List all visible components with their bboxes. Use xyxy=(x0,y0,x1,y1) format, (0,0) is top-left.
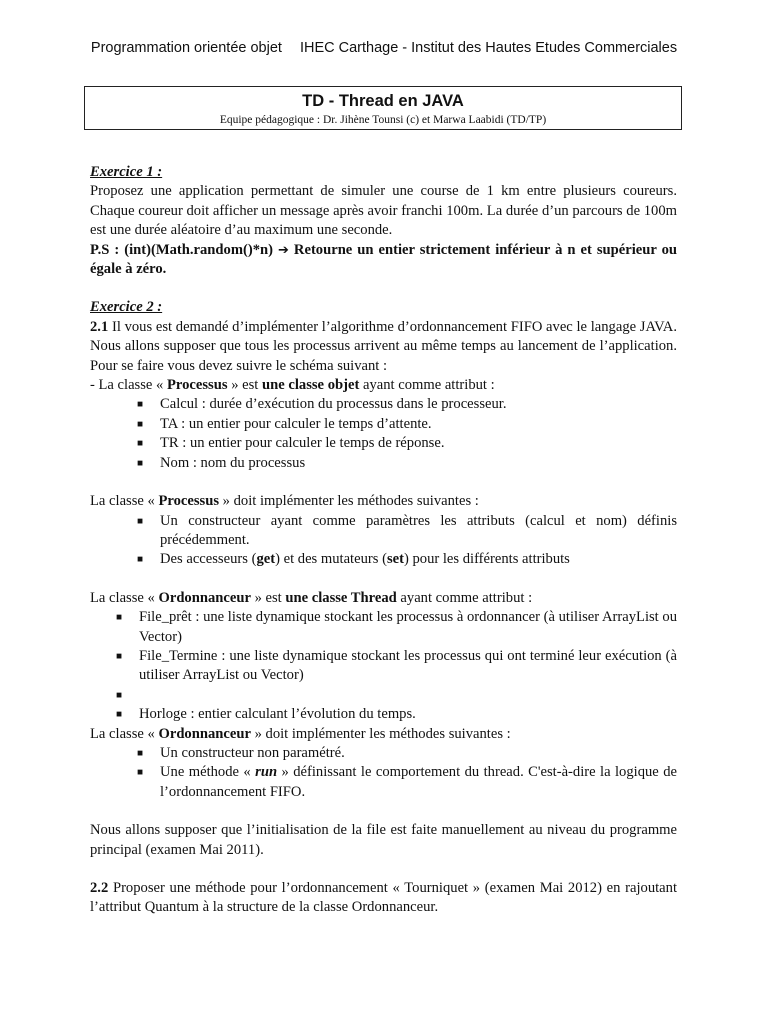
bullet-icon: ■ xyxy=(137,399,144,411)
run-method-name: run xyxy=(255,764,278,781)
page-header xyxy=(0,40,768,56)
list-item: ■ Calcul : durée d’exécution du processus dans le processeur. xyxy=(90,395,677,414)
arrow-right-icon: ➔ xyxy=(278,242,289,258)
bullet-icon: ■ xyxy=(137,438,144,450)
bullet-icon: ■ xyxy=(116,612,123,624)
list-item: ■ Horloge : entier calculant l’évolution du temps. xyxy=(90,705,677,724)
bullet-icon: ■ xyxy=(137,515,144,527)
bullet-icon: ■ xyxy=(137,767,144,779)
exercise-2-heading: Exercice 2 : xyxy=(90,299,163,316)
exercise-1-ps xyxy=(90,241,677,280)
document-subtitle: Equipe pédagogique : Dr. Jihène Tounsi (c) et Marwa Laabidi (TD/TP) xyxy=(219,114,547,126)
question-2-2 xyxy=(90,879,677,918)
list-item: ■ TR : un entier pour calculer le temps de réponse. xyxy=(90,434,677,453)
ps-code: (int)(Math.random()*n) xyxy=(124,241,273,258)
header-institution: IHEC Carthage - Institut des Hautes Etudes Commerciales xyxy=(299,40,678,56)
ordonnanceur-class-name: Ordonnanceur xyxy=(158,589,251,606)
bullet-icon: ■ xyxy=(137,747,144,759)
ps-label: P.S : xyxy=(90,241,120,258)
processus-methods-intro: La classe « Processus » doit implémenter les méthodes suivantes : xyxy=(90,493,479,510)
ordonnanceur-methods-intro: La classe « Ordonnanceur » doit implémenter les méthodes suivantes : xyxy=(90,725,511,742)
list-item: ■ TA : un entier pour calculer le temps d’attente. xyxy=(90,415,677,434)
title-box xyxy=(84,86,682,130)
exercise-1-text: Proposez une application permettant de simuler une course de 1 km entre plusieurs coureurs. Chaque coureur doit afficher un message après avoir franchi 100m. La durée d’un parcours de 100m est une durée aléatoire d’au maximum une seconde. xyxy=(90,183,677,239)
bullet-icon: ■ xyxy=(116,650,123,662)
question-2-1-text: Il vous est demandé d’implémenter l’algorithme d’ordonnancement FIFO avec le langage JAVA. Nous allons supposer que tous les processus arrivent au même temps au lancement de l’application. Pour se faire vous devez suivre le schéma suivant : xyxy=(90,318,677,374)
ordonnanceur-methods-list xyxy=(90,744,677,802)
bullet-icon: ■ xyxy=(116,689,123,701)
question-2-1-number: 2.1 xyxy=(90,318,109,335)
list-item: ■ Une méthode « run » définissant le comportement du thread. C'est-à-dire la logique de l’ordonnancement FIFO. xyxy=(137,764,677,800)
bullet-icon: ■ xyxy=(116,709,123,721)
bullet-icon: ■ xyxy=(137,457,144,469)
list-item: ■ File_Termine : une liste dynamique stockant les processus qui ont terminé leur exécution (à utiliser ArrayList ou Vector) xyxy=(116,647,677,684)
ordonnanceur-attributes-list xyxy=(90,608,677,724)
document-title: TD - Thread en JAVA xyxy=(302,92,464,110)
ps-text: Retourne un entier strictement inférieur à n et supérieur ou égale à zéro. xyxy=(90,241,677,278)
processus-class-name: Processus xyxy=(167,377,228,394)
header-course: Programmation orientée objet xyxy=(90,40,282,56)
list-item: ■ File_prêt : une liste dynamique stockant les processus à ordonnancer (à utiliser ArrayList ou Vector) xyxy=(116,609,677,645)
exercise-1-heading: Exercice 1 : xyxy=(90,164,163,180)
list-item: ■ Nom : nom du processus xyxy=(90,454,677,473)
list-item: ■ Des accesseurs (get) et des mutateurs (set) pour les différents attributs xyxy=(90,550,677,569)
processus-intro: - La classe « Processus » est une classe objet ayant comme attribut : xyxy=(90,377,495,394)
list-item xyxy=(90,686,677,705)
question-2-2-text: Proposer une méthode pour l’ordonnancement « Tourniquet » (examen Mai 2012) en rajoutant l’attribut Quantum à la structure de la classe Ordonnanceur. xyxy=(90,879,677,916)
document-body xyxy=(90,163,677,918)
processus-methods-list xyxy=(90,512,677,570)
ordonnanceur-class-kind: une classe Thread xyxy=(285,589,397,606)
processus-attributes-list xyxy=(90,395,677,473)
processus-class-kind: une classe objet xyxy=(262,377,360,394)
initialisation-note: Nous allons supposer que l’initialisation de la file est faite manuellement au niveau du programme principal (examen Mai 2011). xyxy=(90,822,677,858)
list-item: ■ Un constructeur non paramétré. xyxy=(90,744,677,763)
list-item: ■ Un constructeur ayant comme paramètres les attributs (calcul et nom) définis précédemment. xyxy=(137,512,677,548)
question-2-2-number: 2.2 xyxy=(90,879,109,896)
bullet-icon: ■ xyxy=(137,418,144,430)
question-2-1 xyxy=(90,318,677,376)
ordonnanceur-intro: La classe « Ordonnanceur » est une classe Thread ayant comme attribut : xyxy=(90,589,533,606)
bullet-icon: ■ xyxy=(137,554,144,566)
